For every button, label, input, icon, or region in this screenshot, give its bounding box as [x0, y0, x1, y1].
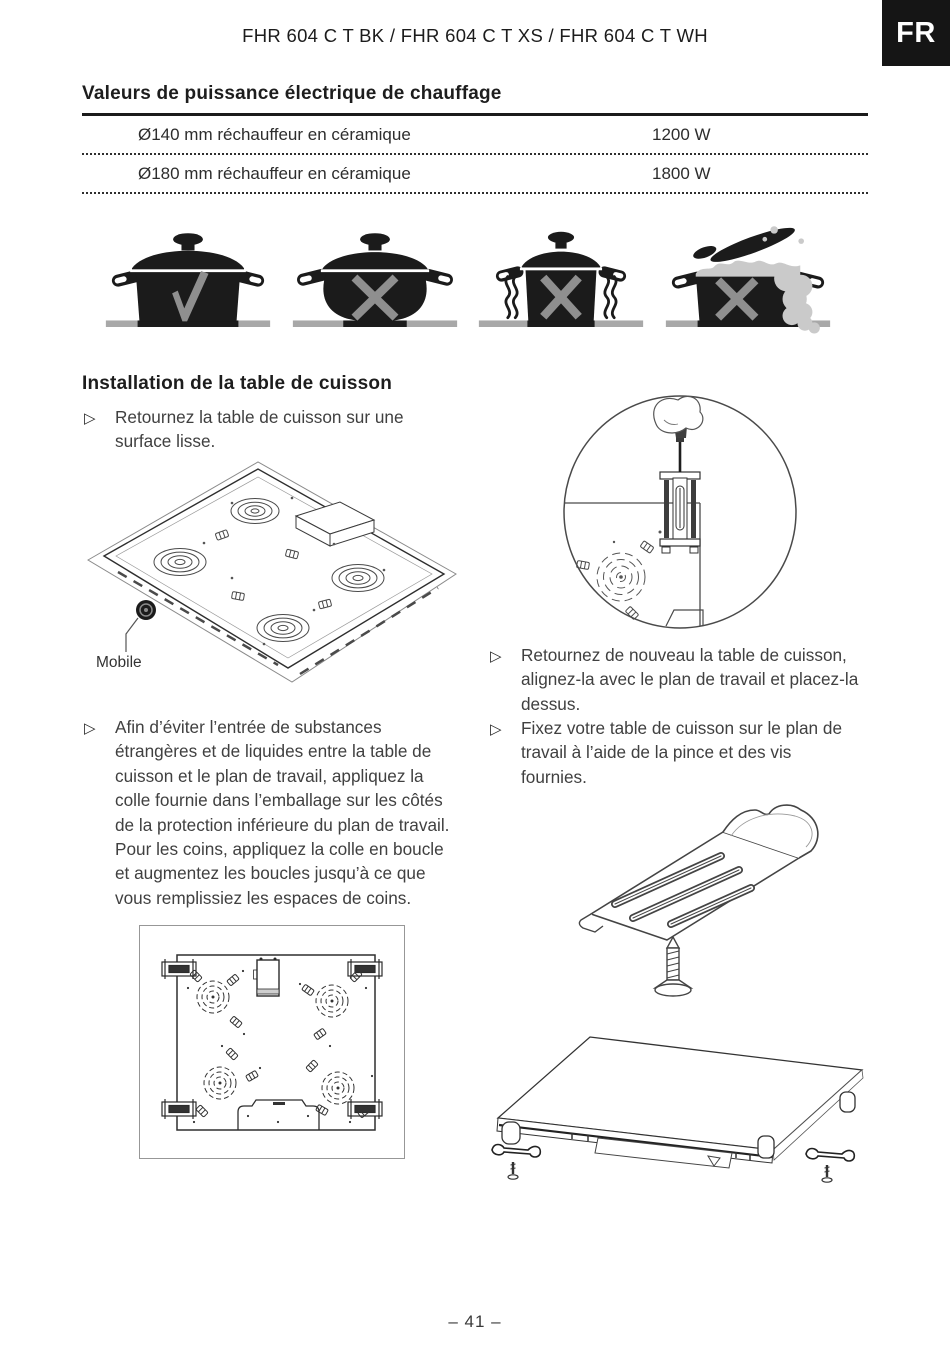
pot-too-small-cross-icon: [477, 221, 645, 335]
fixing-clamp-and-screw-figure: [575, 798, 837, 1010]
language-badge: FR: [882, 0, 950, 66]
pot-round-bottom-cross-icon: [291, 221, 459, 335]
power-row-value: 1200 W: [652, 124, 711, 144]
clamp-screwdriver-detail-figure: [556, 390, 804, 640]
junction-box: [254, 958, 280, 997]
hand-icon: [654, 396, 703, 433]
page-title: FHR 604 C T BK / FHR 604 C T XS / FHR 604 C T WH: [242, 25, 708, 46]
power-row-value: 1800 W: [652, 163, 711, 183]
table-row: [82, 155, 868, 194]
installation-section-heading: Installation de la table de cuisson: [82, 373, 393, 394]
table-row: [82, 116, 868, 155]
glue-application-top-view-figure: [139, 925, 405, 1159]
list-item: [84, 715, 459, 910]
triangle-bullet-icon: ▷: [490, 648, 502, 665]
cooktop-with-clamps-figure: [480, 1032, 900, 1192]
fixing-clamp: [660, 472, 700, 553]
mounting-screw: [655, 937, 691, 996]
step-text: Fixez votre table de cuisson sur le plan de travail à l’aide de la pince et des vis fournies.: [521, 718, 843, 787]
step-text: Afin d’éviter l’entrée de substances étrangères et de liquides entre la table de cuisson et le plan de travail, appliquez la colle fournie dans l’emballage sur les côtés de la protection inférieure du plan de travail. Pour les coins, appliquez la colle en boucle et augmentez les boucles jusqu’à ce que vous remplissiez les espaces de coins.: [115, 717, 450, 908]
mobile-roller-wheel: [126, 600, 156, 652]
triangle-bullet-icon: ▷: [490, 721, 502, 738]
list-item: [490, 643, 887, 716]
step-text: Retournez la table de cuisson sur une surface lisse.: [115, 407, 404, 452]
mobile-figure-label: Mobile: [96, 654, 142, 671]
cookware-pictogram-strip: [104, 221, 832, 335]
side-screw: [508, 1162, 832, 1182]
page-number: – 41 –: [448, 1312, 502, 1331]
list-item: [84, 405, 417, 454]
power-table: [82, 113, 868, 194]
power-row-label: Ø180 mm réchauffeur en céramique: [138, 163, 411, 183]
pot-flat-bottom-check-icon: [104, 221, 272, 335]
power-section-heading: Valeurs de puissance électrique de chauffage: [82, 83, 502, 104]
cooktop-underside-isometric-figure: [82, 458, 482, 708]
power-row-label: Ø140 mm réchauffeur en céramique: [138, 124, 411, 144]
triangle-bullet-icon: ▷: [84, 720, 96, 737]
triangle-bullet-icon: ▷: [84, 410, 96, 427]
step-text: Retournez de nouveau la table de cuisson, alignez-la avec le plan de travail et placez-la dessus.: [521, 645, 859, 714]
list-item: [490, 716, 857, 789]
pot-overflow-cross-icon: [664, 221, 832, 335]
